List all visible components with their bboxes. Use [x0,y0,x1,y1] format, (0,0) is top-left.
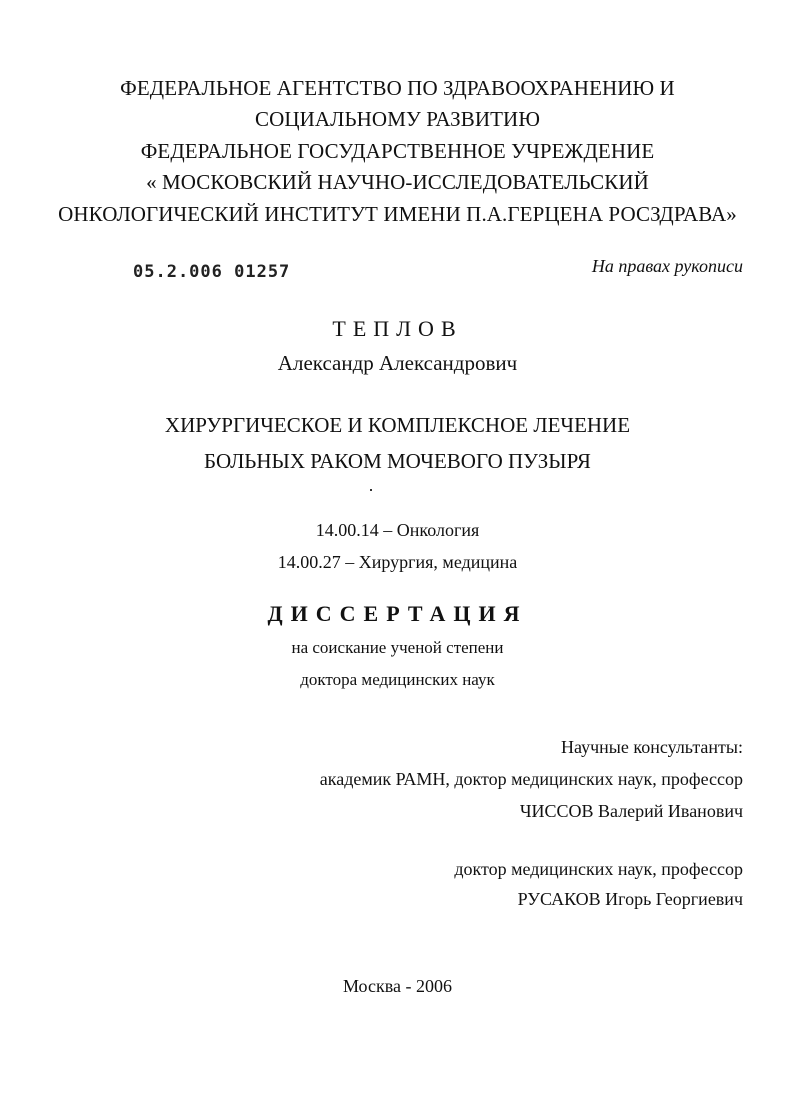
consultant-1-title: академик РАМН, доктор медицинских наук, профессор [319,769,743,789]
institution-line-4: « МОСКОВСКИЙ НАУЧНО-ИССЛЕДОВАТЕЛЬСКИЙ [146,170,649,194]
consultants-heading: Научные консультанты: [561,737,743,757]
specialty-line-2: 14.00.27 – Хирургия, медицина [277,552,518,572]
consultant-2-name: РУСАКОВ Игорь Георгиевич [517,889,743,909]
consultant-2-title: доктор медицинских наук, профессор [454,859,743,879]
specialty-line-1: 14.00.14 – Онкология [315,520,480,540]
institution-line-5: ОНКОЛОГИЧЕСКИЙ ИНСТИТУТ ИМЕНИ П.А.ГЕРЦЕНА РОСЗДРАВА» [58,202,737,226]
institution-line-1: ФЕДЕРАЛЬНОЕ АГЕНТСТВО ПО ЗДРАВООХРАНЕНИЮ И [120,76,675,100]
scan-speck [370,489,372,491]
city-year: Москва - 2006 [343,976,452,996]
thesis-title-line-2: БОЛЬНЫХ РАКОМ МОЧЕВОГО ПУЗЫРЯ [204,449,591,473]
degree-line-1: на соискание ученой степени [291,638,504,657]
dissertation-label: ДИССЕРТАЦИЯ [267,601,528,626]
degree-line-2: доктора медицинских наук [300,670,495,689]
institution-line-3: ФЕДЕРАЛЬНОЕ ГОСУДАРСТВЕННОЕ УЧРЕЖДЕНИЕ [140,139,655,163]
author-surname: ТЕПЛОВ [332,316,463,341]
thesis-title-line-1: ХИРУРГИЧЕСКОЕ И КОМПЛЕКСНОЕ ЛЕЧЕНИЕ [164,413,631,437]
institution-line-2: СОЦИАЛЬНОМУ РАЗВИТИЮ [255,107,540,131]
registry-stamp: 05.2.006 01257 [133,262,291,282]
rights-note: На правах рукописи [591,256,743,276]
author-name: Александр Александрович [277,351,518,375]
consultant-1-name: ЧИССОВ Валерий Иванович [519,801,743,821]
